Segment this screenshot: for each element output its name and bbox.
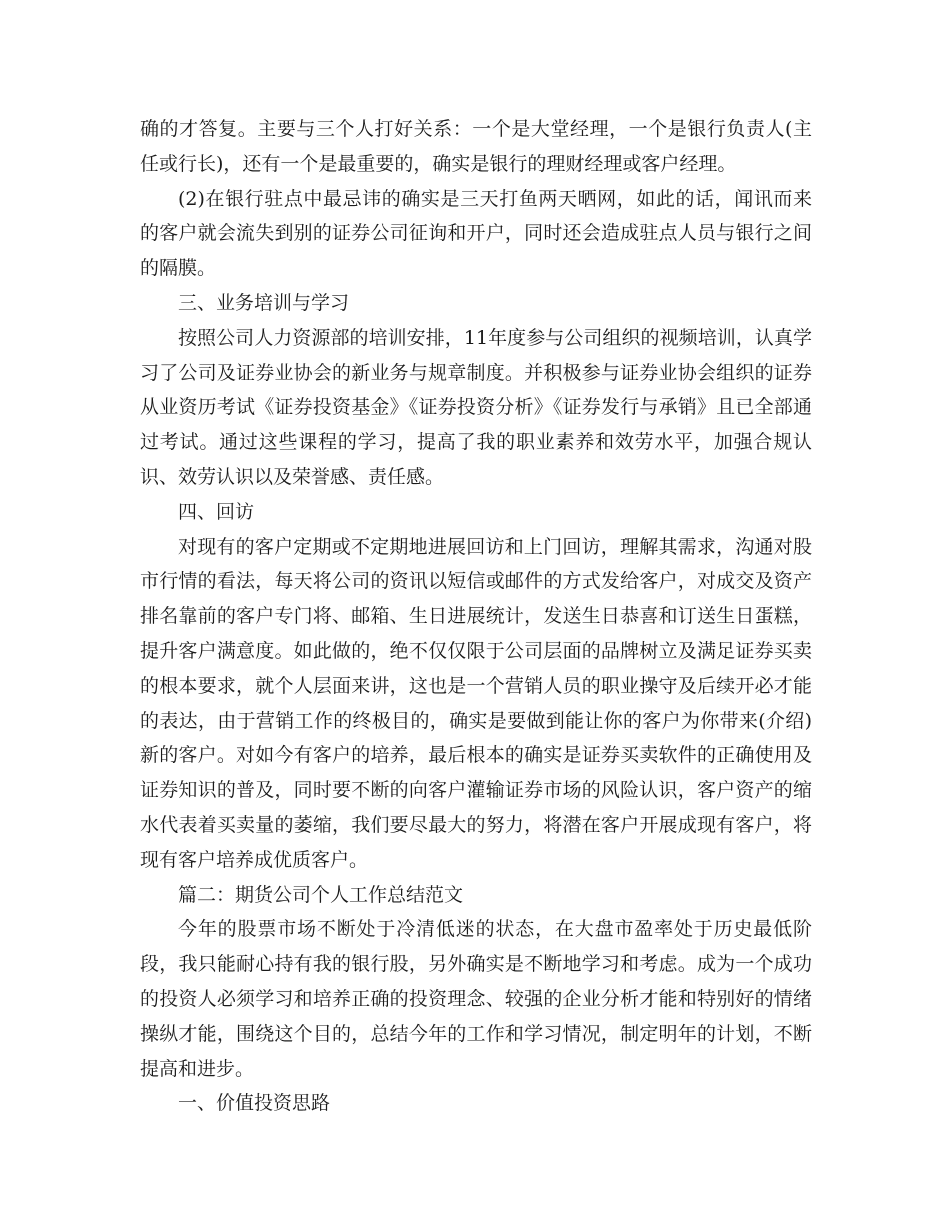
section-heading-training: 三、业务培训与学习 <box>178 291 350 314</box>
paragraph-bank-station: (2)在银行驻点中最忌讳的确实是三天打鱼两天晒网，如此的话，闻讯而来的客户就会流失到别的证券公司征询和开户，同时还会造成驻点人员与银行之间的隔膜。 <box>140 187 812 280</box>
paragraph-revisit: 对现有的客户定期或不定期地进展回访和上门回访，理解其需求，沟通对股市行情的看法，每天将公司的资讯以短信或邮件的方式发给客户，对成交及资产排名靠前的客户专门将、邮箱、生日进展统计，发送生日恭喜和订送生日蛋糕，提升客户满意度。如此做的，绝不仅仅限于公司层面的品牌树立及满足证券买卖的根本要求，就个人层面来讲，这也是一个营销人员的职业操守及后续开必才能的表达，由于营销工作的终极目的，确实是要做到能让你的客户为你带来(介绍)新的客户。对如今有客户的培养，最后根本的确实是证券买卖软件的正确使用及证券知识的普及，同时要不断的向客户灌输证券市场的风险认识，客户资产的缩水代表着买卖量的萎缩，我们要尽最大的努力，将潜在客户开展成现有客户，将现有客户培养成优质客户。 <box>140 535 812 871</box>
section-heading-value-investing: 一、价值投资思路 <box>178 1092 331 1115</box>
section-heading-revisit: 四、回访 <box>178 500 255 523</box>
document-body <box>140 112 812 1121</box>
paragraph-training: 按照公司人力资源部的培训安排，11年度参与公司组织的视频培训，认真学习了公司及证券业协会的新业务与规章制度。并积极参与证券业协会组织的证券从业资历考试《证券投资基金》《证券投资分析》《证券发行与承销》且已全部通过考试。通过这些课程的学习，提高了我的职业素养和效劳水平，加强合规认识、效劳认识以及荣誉感、责任感。 <box>140 326 812 488</box>
article-heading-part-two: 篇二：期货公司个人工作总结范文 <box>178 883 464 906</box>
paragraph-intro: 确的才答复。主要与三个人打好关系：一个是大堂经理，一个是银行负责人(主任或行长)，还有一个是最重要的，确实是银行的理财经理或客户经理。 <box>140 118 812 175</box>
paragraph-market-summary: 今年的股票市场不断处于冷清低迷的状态，在大盘市盈率处于历史最低阶段，我只能耐心持有我的银行股，另外确实是不断地学习和考虑。成为一个成功的投资人必须学习和培养正确的投资理念、较强的企业分析才能和特别好的情绪操纵才能，围绕这个目的，总结今年的工作和学习情况，制定明年的计划，不断提高和进步。 <box>140 918 812 1080</box>
